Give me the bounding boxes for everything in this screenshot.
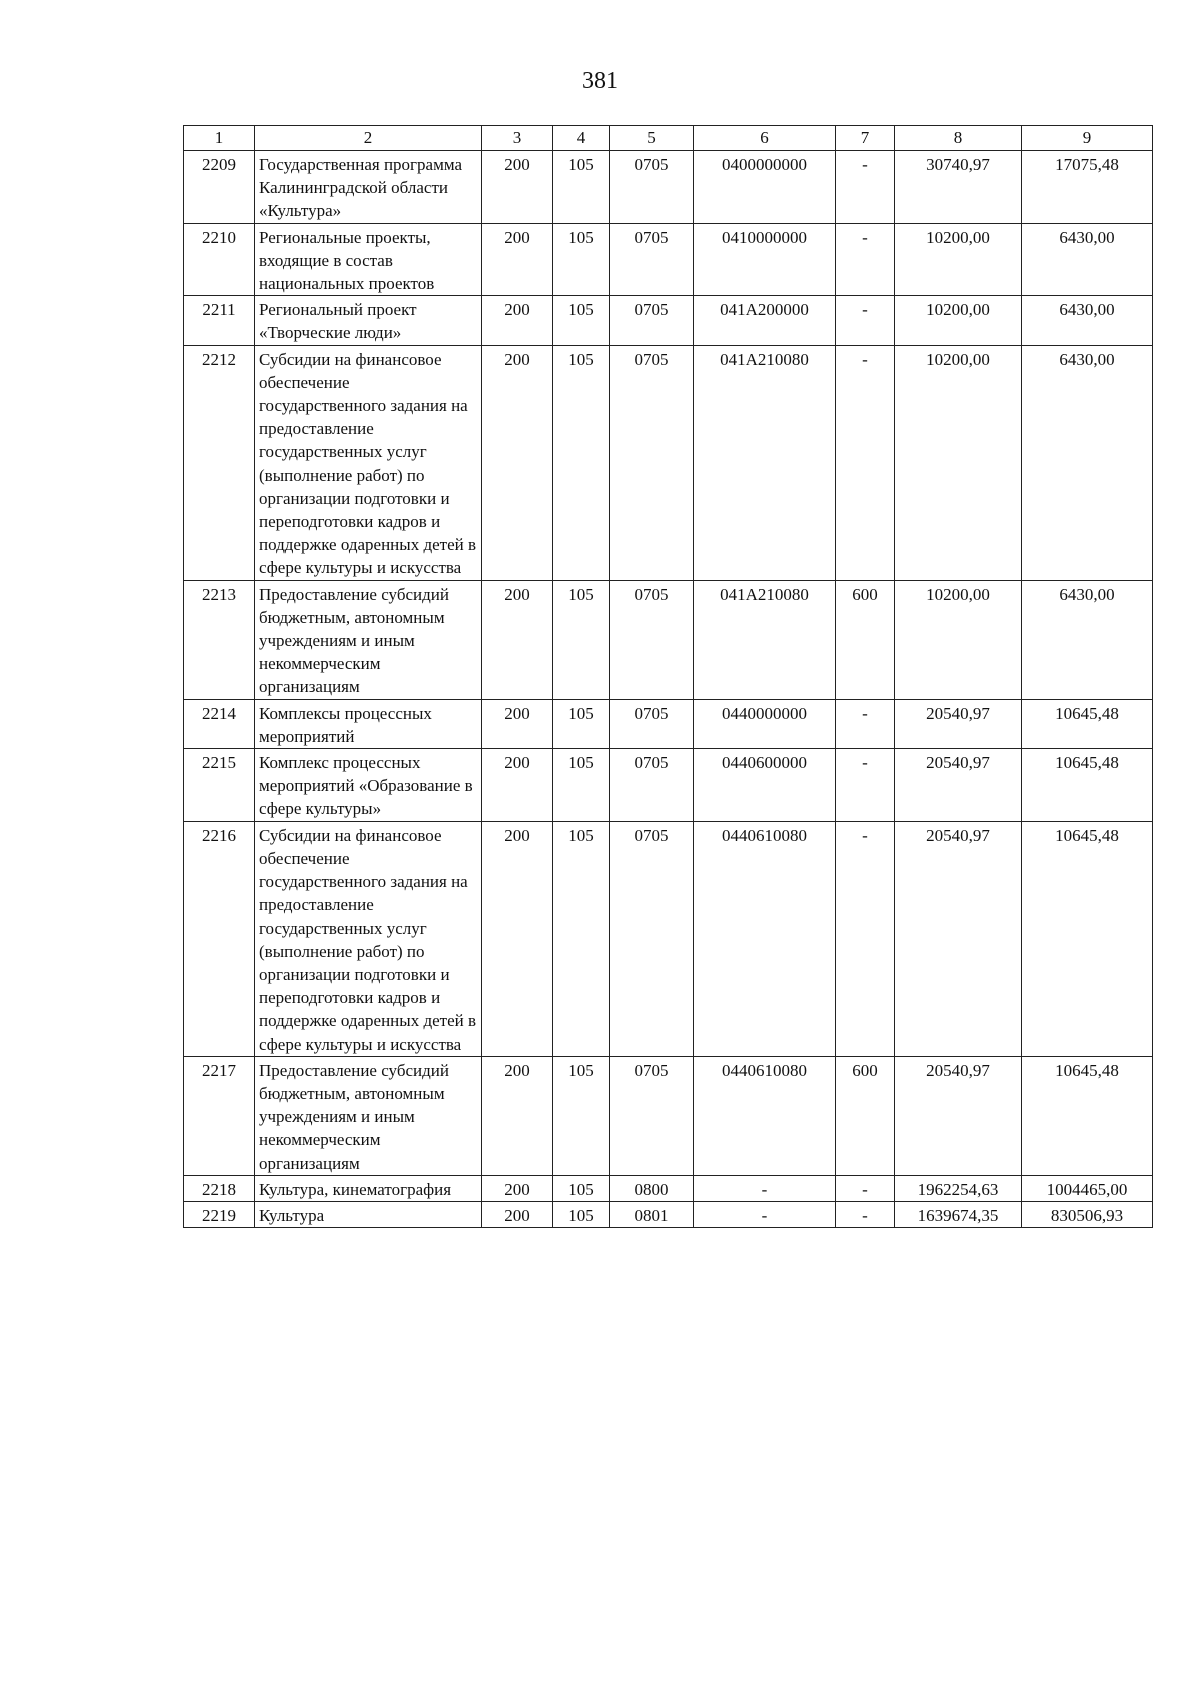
- cell-col4: 105: [553, 296, 610, 345]
- cell-col6: -: [694, 1175, 836, 1201]
- page-number: 381: [582, 68, 618, 94]
- row-number: 2210: [184, 223, 255, 296]
- cell-col8: 20540,97: [895, 1056, 1022, 1175]
- cell-col7: -: [836, 345, 895, 580]
- table-row: [184, 296, 1153, 345]
- row-number: 2218: [184, 1175, 255, 1201]
- column-header-7: 7: [836, 126, 895, 151]
- row-number: 2212: [184, 345, 255, 580]
- cell-col8: 1639674,35: [895, 1201, 1022, 1227]
- cell-col4: 105: [553, 345, 610, 580]
- table-row: [184, 1056, 1153, 1175]
- cell-col8: 30740,97: [895, 151, 1022, 224]
- cell-col6: 041A210080: [694, 345, 836, 580]
- cell-col8: 10200,00: [895, 345, 1022, 580]
- cell-col6: 0440610080: [694, 1056, 836, 1175]
- table-row: [184, 345, 1153, 580]
- cell-col4: 105: [553, 699, 610, 748]
- cell-col7: -: [836, 699, 895, 748]
- cell-col9: 10645,48: [1022, 1056, 1153, 1175]
- table-row: [184, 151, 1153, 224]
- cell-col7: -: [836, 749, 895, 822]
- table-row: [184, 1175, 1153, 1201]
- row-number: 2219: [184, 1201, 255, 1227]
- row-number: 2209: [184, 151, 255, 224]
- cell-col8: 1962254,63: [895, 1175, 1022, 1201]
- cell-col5: 0705: [610, 821, 694, 1056]
- cell-col3: 200: [482, 1175, 553, 1201]
- cell-col8: 20540,97: [895, 699, 1022, 748]
- cell-col3: 200: [482, 699, 553, 748]
- row-name: Культура, кинематография: [255, 1175, 482, 1201]
- cell-col3: 200: [482, 821, 553, 1056]
- row-number: 2213: [184, 580, 255, 699]
- cell-col7: -: [836, 1175, 895, 1201]
- column-header-9: 9: [1022, 126, 1153, 151]
- cell-col9: 830506,93: [1022, 1201, 1153, 1227]
- column-header-2: 2: [255, 126, 482, 151]
- table-row: [184, 821, 1153, 1056]
- table-row: [184, 580, 1153, 699]
- row-name: Региональные проекты, входящие в состав национальных проектов: [255, 223, 482, 296]
- row-name: Предоставление субсидий бюджетным, автономным учреждениям и иным некоммерческим организациям: [255, 580, 482, 699]
- cell-col6: 0400000000: [694, 151, 836, 224]
- cell-col9: 10645,48: [1022, 749, 1153, 822]
- cell-col3: 200: [482, 1201, 553, 1227]
- cell-col7: -: [836, 296, 895, 345]
- cell-col6: 041A200000: [694, 296, 836, 345]
- cell-col9: 6430,00: [1022, 580, 1153, 699]
- row-name: Субсидии на финансовое обеспечение государственного задания на предоставление государственных услуг (выполнение работ) по организации подготовки и переподготовки кадров и поддержке одаренных детей в сфере культуры и искусства: [255, 345, 482, 580]
- row-name: Предоставление субсидий бюджетным, автономным учреждениям и иным некоммерческим организациям: [255, 1056, 482, 1175]
- cell-col4: 105: [553, 749, 610, 822]
- cell-col3: 200: [482, 223, 553, 296]
- cell-col7: -: [836, 151, 895, 224]
- cell-col8: 20540,97: [895, 749, 1022, 822]
- cell-col3: 200: [482, 749, 553, 822]
- cell-col5: 0705: [610, 749, 694, 822]
- cell-col4: 105: [553, 1201, 610, 1227]
- cell-col3: 200: [482, 345, 553, 580]
- cell-col5: 0705: [610, 345, 694, 580]
- column-header-1: 1: [184, 126, 255, 151]
- row-number: 2216: [184, 821, 255, 1056]
- row-number: 2214: [184, 699, 255, 748]
- row-name: Субсидии на финансовое обеспечение государственного задания на предоставление государственных услуг (выполнение работ) по организации подготовки и переподготовки кадров и поддержке одаренных детей в сфере культуры и искусства: [255, 821, 482, 1056]
- cell-col9: 6430,00: [1022, 345, 1153, 580]
- cell-col5: 0800: [610, 1175, 694, 1201]
- cell-col7: -: [836, 223, 895, 296]
- row-number: 2217: [184, 1056, 255, 1175]
- cell-col5: 0705: [610, 223, 694, 296]
- table-row: [184, 223, 1153, 296]
- cell-col4: 105: [553, 223, 610, 296]
- row-name: Культура: [255, 1201, 482, 1227]
- cell-col7: -: [836, 1201, 895, 1227]
- row-name: Государственная программа Калининградской области «Культура»: [255, 151, 482, 224]
- cell-col7: 600: [836, 580, 895, 699]
- cell-col5: 0705: [610, 296, 694, 345]
- row-name: Комплексы процессных мероприятий: [255, 699, 482, 748]
- column-header-3: 3: [482, 126, 553, 151]
- cell-col7: 600: [836, 1056, 895, 1175]
- header-row: [184, 126, 1153, 151]
- cell-col6: -: [694, 1201, 836, 1227]
- row-number: 2215: [184, 749, 255, 822]
- cell-col6: 0440610080: [694, 821, 836, 1056]
- row-number: 2211: [184, 296, 255, 345]
- cell-col9: 6430,00: [1022, 223, 1153, 296]
- table-row: [184, 749, 1153, 822]
- cell-col3: 200: [482, 580, 553, 699]
- cell-col5: 0705: [610, 151, 694, 224]
- cell-col9: 1004465,00: [1022, 1175, 1153, 1201]
- cell-col3: 200: [482, 296, 553, 345]
- cell-col6: 0440000000: [694, 699, 836, 748]
- cell-col9: 17075,48: [1022, 151, 1153, 224]
- cell-col3: 200: [482, 151, 553, 224]
- cell-col9: 6430,00: [1022, 296, 1153, 345]
- cell-col5: 0705: [610, 580, 694, 699]
- cell-col8: 20540,97: [895, 821, 1022, 1056]
- cell-col5: 0705: [610, 1056, 694, 1175]
- row-name: Комплекс процессных мероприятий «Образование в сфере культуры»: [255, 749, 482, 822]
- row-name: Региональный проект «Творческие люди»: [255, 296, 482, 345]
- cell-col4: 105: [553, 151, 610, 224]
- column-header-8: 8: [895, 126, 1022, 151]
- column-header-6: 6: [694, 126, 836, 151]
- column-header-5: 5: [610, 126, 694, 151]
- cell-col8: 10200,00: [895, 580, 1022, 699]
- cell-col4: 105: [553, 1175, 610, 1201]
- cell-col8: 10200,00: [895, 223, 1022, 296]
- cell-col3: 200: [482, 1056, 553, 1175]
- cell-col6: 0410000000: [694, 223, 836, 296]
- cell-col5: 0801: [610, 1201, 694, 1227]
- cell-col9: 10645,48: [1022, 821, 1153, 1056]
- cell-col4: 105: [553, 1056, 610, 1175]
- cell-col9: 10645,48: [1022, 699, 1153, 748]
- table-row: [184, 1201, 1153, 1227]
- cell-col4: 105: [553, 580, 610, 699]
- column-header-4: 4: [553, 126, 610, 151]
- cell-col5: 0705: [610, 699, 694, 748]
- cell-col4: 105: [553, 821, 610, 1056]
- table-row: [184, 699, 1153, 748]
- cell-col6: 041A210080: [694, 580, 836, 699]
- cell-col7: -: [836, 821, 895, 1056]
- cell-col8: 10200,00: [895, 296, 1022, 345]
- budget-table: [183, 125, 1153, 1228]
- cell-col6: 0440600000: [694, 749, 836, 822]
